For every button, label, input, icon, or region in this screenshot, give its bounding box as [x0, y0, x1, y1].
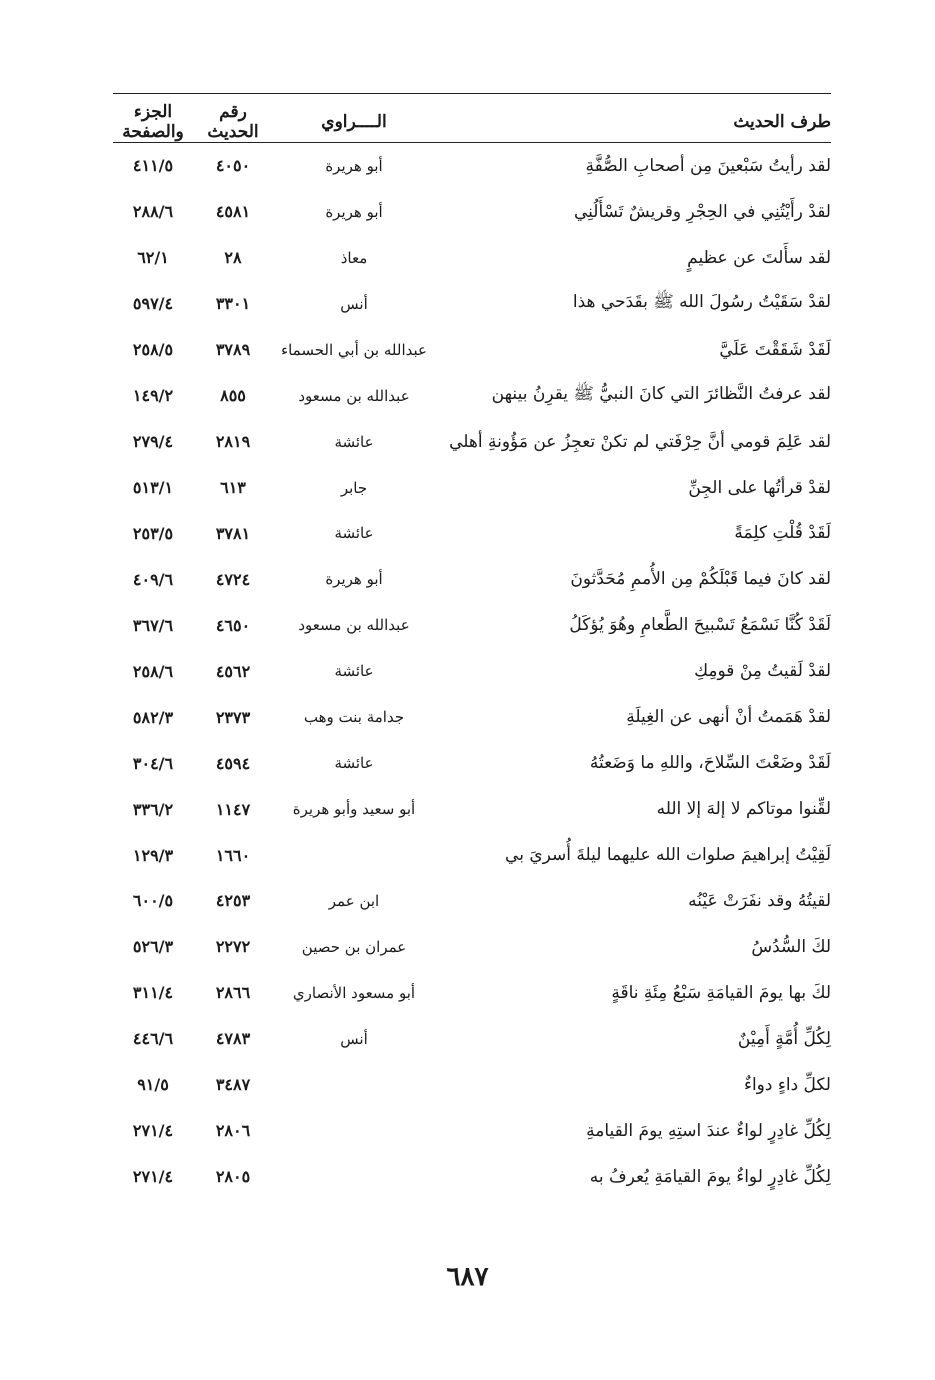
hadith-number-cell: ٢٨: [224, 248, 242, 268]
table-row: [113, 878, 831, 924]
table-row: [113, 1016, 831, 1062]
volume-page-cell: ٢٥٨/٥: [132, 340, 174, 360]
narrator-cell: أبو هريرة: [325, 202, 383, 221]
hadith-text-cell: لَقَدْ وضَعْتَ السِّلاحَ، واللهِ ما وَضَعتُهُ: [589, 753, 831, 774]
volume-page-cell: ٣١١/٤: [132, 983, 174, 1003]
table-row: [113, 924, 831, 970]
table-row: [113, 511, 831, 557]
volume-page-cell: ٢٨٨/٦: [132, 202, 174, 222]
hadith-text-cell: لقيتُهُ وقد نفَرَتْ عَيْنُه: [688, 890, 831, 911]
hadith-number-cell: ٤٢٥٣: [215, 891, 251, 911]
hadith-number-cell: ٣٣٠١: [215, 294, 251, 314]
hadith-text-cell: لَقَدْ كُنَّا نَسْمَعُ تَسْبيحَ الطَّعامِ وهُوَ يُؤكَلُ: [569, 615, 831, 636]
narrator-cell: عمران بن حصين: [301, 937, 407, 956]
hadith-number-cell: ٤٠٥٠: [215, 156, 251, 176]
table-row: [113, 189, 831, 235]
table-row: [113, 143, 831, 189]
hadith-text-cell: لقدْ هَمَمتُ أنْ أنهى عن الغِيلَةِ: [626, 707, 831, 728]
hadith-number-cell: ٢٣٧٣: [215, 707, 251, 727]
volume-page-cell: ٤١١/٥: [132, 156, 174, 176]
hadith-text-cell: لِكُلِّ أُمَّةٍ أَمِيْنٌ: [737, 1028, 831, 1049]
narrator-cell: عبدالله بن أبي الحسماء: [281, 340, 427, 359]
hadith-number-cell: ١١٤٧: [215, 799, 251, 819]
narrator-cell: [273, 1062, 435, 1108]
table-row: [113, 1062, 831, 1108]
table-row: [113, 740, 831, 786]
narrator-cell: أبو سعيد وأبو هريرة: [292, 800, 416, 819]
hadith-text-cell: لقد عرفتُ النَّظائرَ التي كانَ النبيُّ ﷺ يقرِنُ بينهن: [491, 384, 831, 405]
narrator-cell: [273, 1108, 435, 1154]
hadith-number-cell: ٢٢٧٢: [215, 937, 251, 957]
hadith-text-cell: لَقِيْتُ إبراهيمَ صلوات الله عليهما ليلةَ أُسريَ بي: [505, 845, 831, 866]
table-row: [113, 556, 831, 602]
volume-page-cell: ٦٢/١: [137, 248, 169, 268]
hadith-text-cell: لقد سأَلتَ عن عظيمٍ: [687, 247, 831, 268]
table-row: [113, 373, 831, 419]
hadith-text-cell: لقدْ لَقيتُ مِنْ قومِكِ: [694, 661, 831, 682]
hadith-number-cell: ٤٥٦٢: [215, 661, 251, 681]
narrator-cell: معاذ: [340, 248, 368, 267]
volume-page-cell: ١٢٩/٣: [132, 845, 174, 865]
volume-page-cell: ٥٢٦/٣: [132, 937, 174, 957]
hadith-number-cell: ٢٨٠٥: [215, 1167, 251, 1187]
hadith-number-cell: ٦١٣: [220, 478, 246, 498]
hadith-number-cell: ١٦٦٠: [215, 845, 251, 865]
narrator-cell: عائشة: [334, 524, 374, 543]
volume-page-cell: ٤٠٩/٦: [132, 569, 174, 589]
volume-page-cell: ٦٠٠/٥: [132, 891, 174, 911]
narrator-cell: عائشة: [334, 662, 374, 681]
hadith-text-cell: لقد كانَ فيما قَبْلَكُمْ مِن الأُممِ مُحَدَّثونَ: [570, 569, 831, 590]
hadith-number-cell: ٢٨٦٦: [215, 983, 251, 1003]
volume-page-cell: ٣٣٦/٢: [132, 799, 174, 819]
volume-page-cell: ١٤٩/٢: [132, 386, 174, 406]
volume-page-cell: ٢٧١/٤: [132, 1121, 174, 1141]
volume-page-cell: ٢٧٩/٤: [132, 432, 174, 452]
table-row: [113, 648, 831, 694]
hadith-number-cell: ٤٧٨٣: [215, 1029, 251, 1049]
hadith-number-cell: ٣٤٨٧: [215, 1075, 251, 1095]
volume-page-cell: ٤٤٦/٦: [132, 1029, 174, 1049]
hadith-index-table: [113, 100, 831, 1200]
header-hadith-number: رقم الحديث: [207, 101, 259, 142]
hadith-number-cell: ٤٥٩٤: [215, 753, 251, 773]
top-rule: [113, 93, 831, 94]
hadith-number-cell: ٣٧٨١: [215, 523, 251, 543]
narrator-cell: عائشة: [334, 432, 374, 451]
table-row: [113, 832, 831, 878]
narrator-cell: أبو هريرة: [325, 570, 383, 589]
volume-page-cell: ٩١/٥: [137, 1075, 169, 1095]
volume-page-cell: ٢٥٨/٦: [132, 661, 174, 681]
table-row: [113, 602, 831, 648]
narrator-cell: أبو هريرة: [325, 156, 383, 175]
hadith-number-cell: ٤٧٢٤: [215, 569, 251, 589]
header-narrator: الــــراوي: [321, 111, 387, 132]
table-row: [113, 1108, 831, 1154]
volume-page-cell: ٥١٣/١: [132, 478, 174, 498]
hadith-text-cell: لقدْ سَقَيْتُ رسُولَ الله ﷺ بقَدَحي هذا: [572, 292, 831, 313]
narrator-cell: جدامة بنت وهب: [303, 708, 405, 727]
hadith-text-cell: لقِّنوا موتاكم لا إلهَ إلا الله: [656, 799, 831, 820]
table-row: [113, 235, 831, 281]
hadith-text-cell: لكَ بها يومَ القيامَةِ سَبْعُ مِئَةِ ناقَةٍ: [611, 982, 831, 1003]
hadith-text-cell: لَقَدْ قُلْتِ كلِمَةً: [734, 523, 831, 544]
narrator-cell: عبدالله بن مسعود: [298, 616, 410, 635]
narrator-cell: أنس: [340, 1029, 368, 1048]
table-row: [113, 1154, 831, 1200]
table-row: [113, 694, 831, 740]
hadith-text-cell: لكَ السُّدُسُ: [751, 936, 831, 957]
narrator-cell: ابن عمر: [328, 891, 380, 910]
volume-page-cell: ٢٧١/٤: [132, 1167, 174, 1187]
hadith-text-cell: لكلِّ داءٍ دواءٌ: [743, 1074, 831, 1095]
hadith-number-cell: ٢٨١٩: [215, 432, 251, 452]
hadith-number-cell: ٣٧٨٩: [215, 340, 251, 360]
narrator-cell: [273, 832, 435, 878]
hadith-number-cell: ٨٥٥: [220, 386, 246, 406]
table-row: [113, 281, 831, 327]
header-hadith-text: طرف الحديث: [733, 111, 831, 132]
volume-page-cell: ٢٥٣/٥: [132, 523, 174, 543]
hadith-text-cell: لقدْ قرأتُها على الجِنِّ: [688, 477, 831, 498]
hadith-number-cell: ٤٦٥٠: [215, 615, 251, 635]
hadith-text-cell: لِكُلِّ غادِرٍ لواءٌ يومَ القيامَةِ يُعرفُ به: [589, 1166, 831, 1187]
header-volume-page: الجزء والصفحة: [122, 101, 184, 142]
volume-page-cell: ٣٠٤/٦: [132, 753, 174, 773]
narrator-cell: [273, 1154, 435, 1200]
hadith-text-cell: لقدْ رأَيْتُنِي في الحِجْرِ وقريشٌ تَسْأَلُنِي: [573, 201, 831, 222]
volume-page-cell: ٥٨٢/٣: [132, 707, 174, 727]
table-body: [113, 143, 831, 1200]
hadith-text-cell: لِكُلِّ غادِرٍ لواءٌ عندَ استِهِ يومَ القيامةِ: [586, 1120, 831, 1141]
volume-page-cell: ٥٩٧/٤: [132, 294, 174, 314]
hadith-text-cell: لقد رأيتُ سَبْعينَ مِن أصحابِ الصُّفَّةِ: [585, 155, 831, 176]
page-number: ٦٨٧: [446, 1262, 489, 1292]
narrator-cell: عائشة: [334, 754, 374, 773]
narrator-cell: جابر: [340, 478, 368, 497]
hadith-text-cell: لقد عَلِمَ قومي أنَّ حِرْفَتي لم تكنْ تعجِزُ عن مَؤُونةِ أهلي: [449, 431, 831, 452]
table-row: [113, 419, 831, 465]
table-row: [113, 970, 831, 1016]
narrator-cell: أبو مسعود الأنصاري: [292, 983, 416, 1002]
hadith-number-cell: ٤٥٨١: [215, 202, 251, 222]
table-row: [113, 786, 831, 832]
table-row: [113, 327, 831, 373]
hadith-text-cell: لَقَدْ شَقَقْتَ عَلَيَّ: [719, 339, 831, 360]
table-row: [113, 465, 831, 511]
hadith-number-cell: ٢٨٠٦: [215, 1121, 251, 1141]
narrator-cell: عبدالله بن مسعود: [298, 386, 410, 405]
volume-page-cell: ٣٦٧/٦: [132, 615, 174, 635]
table-header-row: [113, 100, 831, 143]
narrator-cell: أنس: [340, 294, 368, 313]
